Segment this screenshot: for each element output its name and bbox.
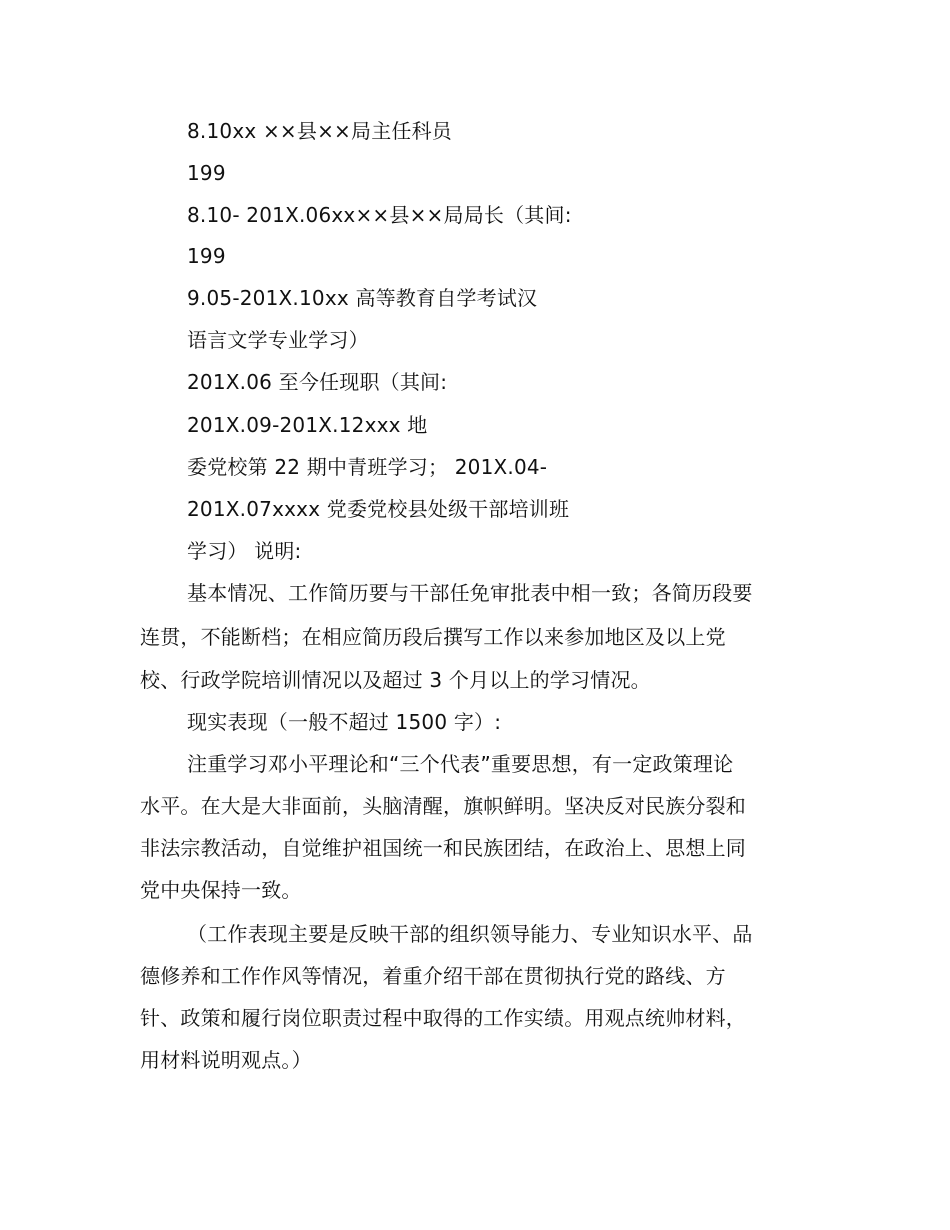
resume-line-5: 9.05-201X.10xx 高等教育自学考试汉 — [187, 286, 538, 310]
resume-line-3: 8.10- 201X.06xx××县××局局长（其间: — [187, 203, 572, 227]
note-paragraph-line-3: 校、行政学院培训情况以及超过 3 个月以上的学习情况。 — [140, 668, 651, 692]
resume-line-8: 201X.09-201X.12xxx 地 — [187, 413, 428, 437]
note-heading: 学习） 说明: — [187, 539, 302, 563]
performance-paragraph-line-4: 党中央保持一致。 — [140, 878, 302, 902]
resume-line-1: 8.10xx ××县××局主任科员 — [187, 119, 452, 143]
resume-line-4: 199 — [187, 244, 226, 268]
note-paragraph-line-2: 连贯，不能断档；在相应简历段后撰写工作以来参加地区及以上党 — [140, 625, 726, 649]
work-note-line-4: 用材料说明观点。） — [140, 1048, 312, 1072]
work-note-line-1: （工作表现主要是反映干部的组织领导能力、专业知识水平、品 — [187, 922, 753, 946]
resume-line-10: 201X.07xxxx 党委党校县处级干部培训班 — [187, 497, 570, 521]
performance-paragraph-line-2: 水平。在大是大非面前，头脑清醒，旗帜鲜明。坚决反对民族分裂和 — [140, 794, 746, 818]
performance-heading: 现实表现（一般不超过 1500 字）: — [187, 710, 502, 734]
resume-line-6: 语言文学专业学习） — [187, 328, 369, 352]
performance-paragraph-line-3: 非法宗教活动，自觉维护祖国统一和民族团结，在政治上、思想上同 — [140, 836, 746, 860]
work-note-line-3: 针、政策和履行岗位职责过程中取得的工作实绩。用观点统帅材料， — [140, 1006, 746, 1030]
resume-line-9: 委党校第 22 期中青班学习； 201X.04- — [187, 455, 548, 479]
resume-line-7: 201X.06 至今任现职（其间: — [187, 370, 448, 394]
note-paragraph-line-1: 基本情况、工作简历要与干部任免审批表中相一致；各简历段要 — [187, 581, 753, 605]
performance-paragraph-line-1: 注重学习邓小平理论和“三个代表”重要思想，有一定政策理论 — [187, 752, 734, 776]
resume-line-2: 199 — [187, 161, 226, 185]
work-note-line-2: 德修养和工作作风等情况，着重介绍干部在贯彻执行党的路线、方 — [140, 964, 726, 988]
